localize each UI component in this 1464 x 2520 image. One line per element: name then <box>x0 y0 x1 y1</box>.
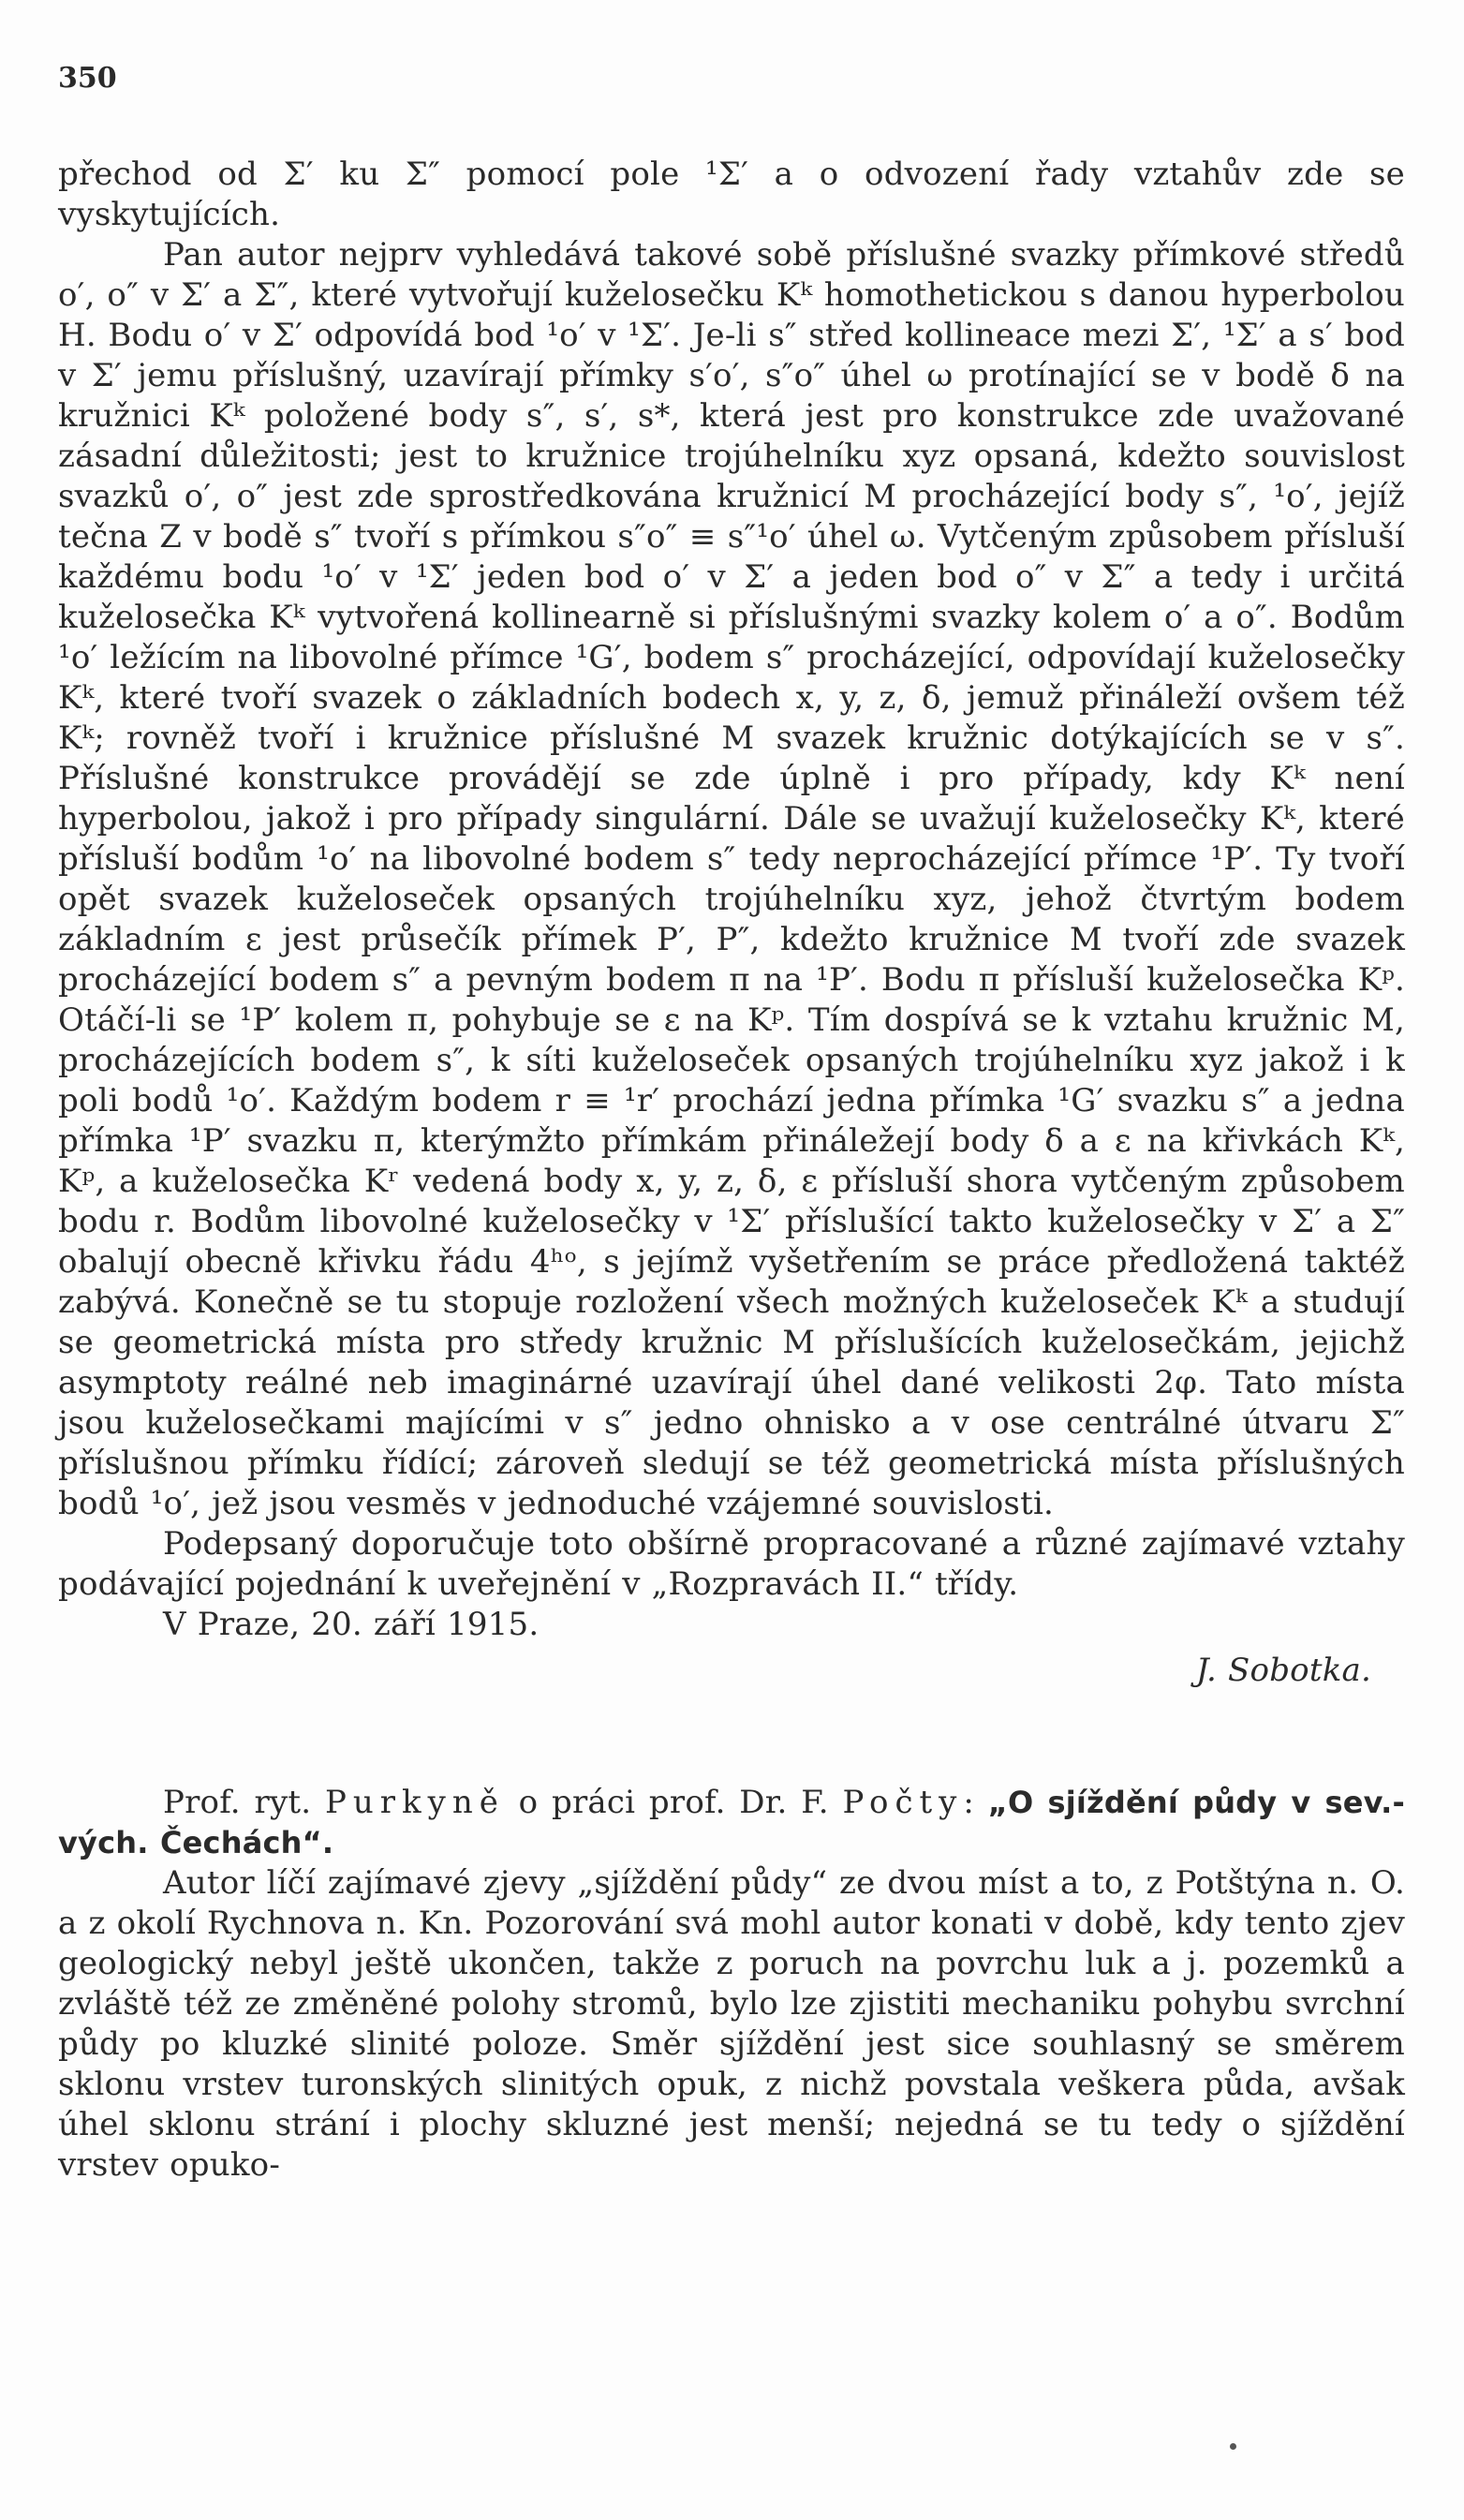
purkyne-paragraph-1: Autor líčí zajímavé zjevy „sjíždění půdy“ ze dvou míst a to, z Potštýna n. O. a z okolí Rychnova n. Kn. Pozorování svá mohl autor konati v době, kdy tento zjev geologický nebyl ještě ukončen, takže z poruch na povrchu luk a j. pozemků a zvláště též ze změněné polohy stromů, bylo lze zjistiti mechaniku pohybu svrchní půdy po kluzké slinité poloze. Směr sjíždění jest sice souhlasný se směrem sklonu vrstev turonských slinitých opuk, z nichž povstala veškera půda, avšak úhel sklonu strání i plochy skluzné jest menší; nejedná se tu tedy o sjíždění vrstev opuko- <box>58 1864 1405 2184</box>
sobotka-paragraph-1: přechod od Σ′ ku Σ″ pomocí pole ¹Σ′ a o odvození řady vztahův zde se vyskytujících. <box>58 156 1405 233</box>
ink-dot <box>1230 2443 1236 2450</box>
heading-prefix: Prof. ryt. <box>163 1784 312 1821</box>
body-text <box>58 155 1405 2186</box>
heading-middle: o práci prof. Dr. F. <box>518 1784 829 1821</box>
page-number: 350 <box>58 62 117 95</box>
sobotka-paragraph-3: Podepsaný doporučuje toto obšírně propracované a různé zajímavé vztahy podávající pojednání k uveřejnění v „Rozpravách II.“ třídy. <box>58 1525 1405 1603</box>
author-name: Počty <box>842 1784 964 1821</box>
reviewer-name: Purkyně <box>324 1784 505 1821</box>
article-title: „O sjíždění půdy v sev.-vých. Čechách“. <box>58 1785 1405 1860</box>
signature: J. Sobotka. <box>1195 1652 1371 1689</box>
sobotka-paragraph-2: Pan autor nejprv vyhledává takové sobě příslušné svazky přímkové středů o′, o″ v Σ′ a Σ″, které vytvořují kuželosečku Kᵏ homothetickou s danou hyperbolou H. Bodu o′ v Σ′ odpovídá bod ¹o′ v ¹Σ′. Je-li s″ střed kollineace mezi Σ′, ¹Σ′ a s′ bod v Σ′ jemu příslušný, uzavírají přímky s′o′, s″o″ úhel ω protínající se v bodě δ na kružnici Kᵏ položené body s″, s′, s*, která jest pro konstrukce zde uvažované zásadní důležitosti; jest to kružnice trojúhelníku xyz opsaná, kdežto souvislost svazků o′, o″ jest zde sprostředkována kružnicí M procházející body s″, ¹o′, jejíž tečna Z v bodě s″ tvoří s přímkou s″o″ ≡ s″¹o′ úhel ω. Vytčeným způsobem přísluší každému bodu ¹o′ v ¹Σ′ jeden bod o′ v Σ′ a jeden bod o″ v Σ″ a tedy i určitá kuželosečka Kᵏ vytvořená kollinearně si příslušnými svazky kolem o′ a o″. Bodům ¹o′ ležícím na libovolné přímce ¹G′, bodem s″ procházející, odpovídají kuželosečky Kᵏ, které tvoří svazek o základních bodech x, y, z, δ, jemuž přináleží ovšem též Kᵏ; rovněž tvoří i kružnice příslušné M svazek kružnic dotýkajících se v s″. Příslušné konstrukce provádějí se zde úplně i pro případy, kdy Kᵏ není hyperbolou, jakož i pro případy singulární. Dále se uvažují kuželosečky Kᵏ, které přísluší bodům ¹o′ na libovolné bodem s″ tedy neprocházející přímce ¹P′. Ty tvoří opět svazek kuželoseček opsaných trojúhelníku xyz, jehož čtvrtým bodem základním ε jest průsečík přímek P′, P″, kdežto kružnice M tvoří zde svazek procházející bodem s″ a pevným bodem π na ¹P′. Bodu π přísluší kuželosečka Kᵖ. Otáčí-li se ¹P′ kolem π, pohybuje se ε na Kᵖ. Tím dospívá se k vztahu kružnic M, procházejících bodem s″, k síti kuželoseček opsaných trojúhelníku xyz jakož i k poli bodů ¹o′. Každým bodem r ≡ ¹r′ prochází jedna přímka ¹G′ svazku s″ a jedna přímka ¹P′ svazku π, kterýmžto přímkám přináležejí body δ a ε na křivkách Kᵏ, Kᵖ, a kuželosečka Kʳ vedená body x, y, z, δ, ε přísluší shora vytčeným způsobem bodu r. Bodům libovolné kuželosečky v ¹Σ′ příslušící takto kuželosečky v Σ′ a Σ″ obalují obecně křivku řádu 4ʰᵒ, s jejímž vyšetřením se práce předložená taktéž zabývá. Konečně se tu stopuje rozložení všech možných kuželoseček Kᵏ a studují se geometrická místa pro středy kružnic M příslušících kuželosečkám, jejichž asymptoty reálné neb imaginárné uzavírají úhel dané velikosti 2φ. Tato místa jsou kuželosečkami majícími v s″ jedno ohnisko a v ose centrálné útvaru Σ″ příslušnou přímku řídící; zároveň sledují se též geometrická místa příslušných bodů ¹o′, jež jsou vesměs v jednoduché vzájemné souvislosti. <box>58 236 1405 1522</box>
place-date: V Praze, 20. září 1915. <box>163 1606 540 1643</box>
report-heading: Prof. ryt. Purkyně o práci prof. Dr. F. Počty: „O sjíždění půdy v sev.-vých. Čechách“. <box>58 1784 1405 1860</box>
